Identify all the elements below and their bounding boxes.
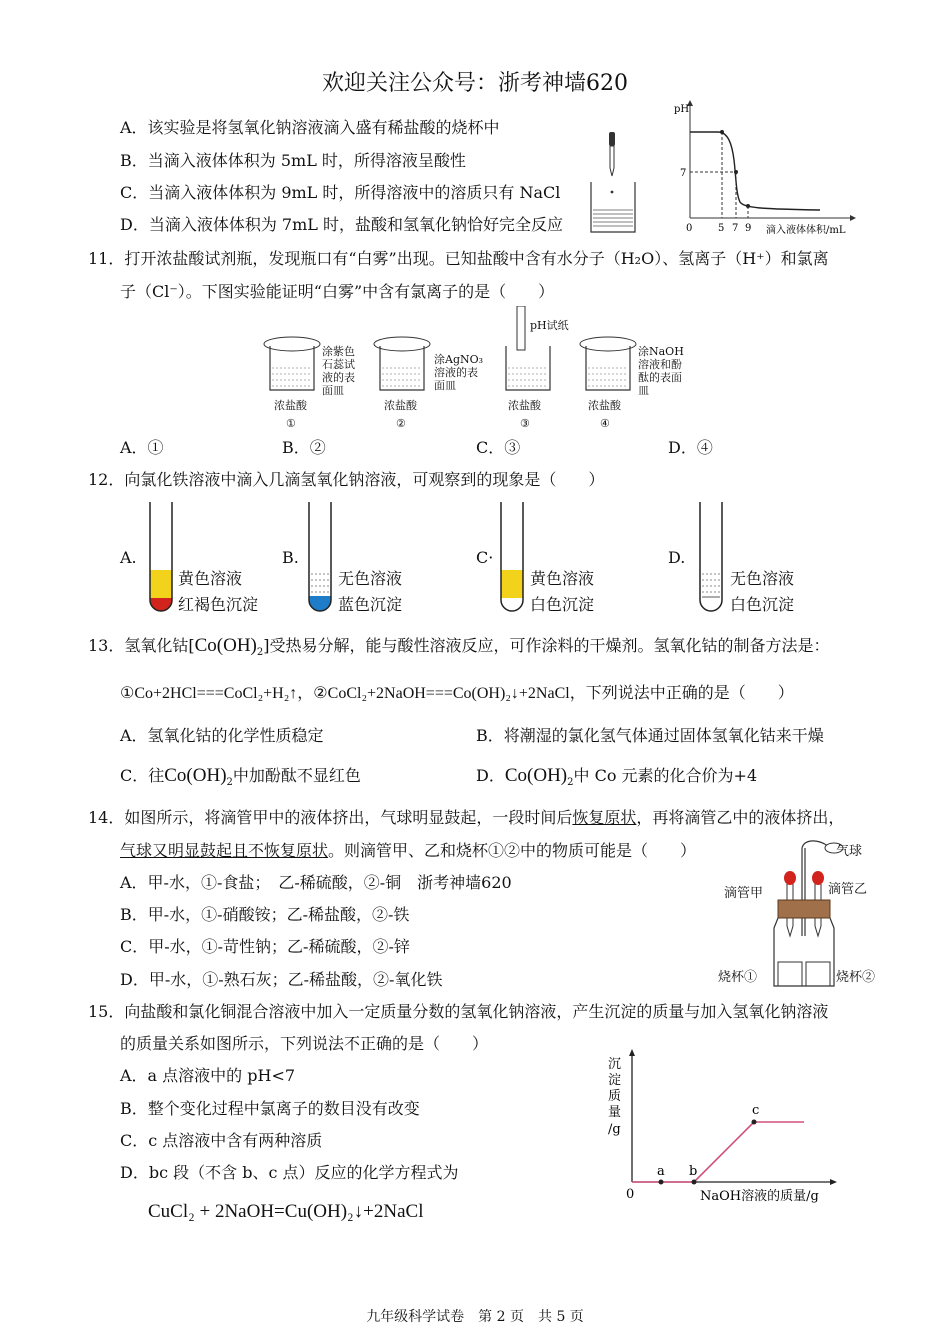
x-axis-label: NaOH溶液的质量/g [700,1189,819,1204]
q11-setup-1-label: 涂紫色 石蕊试 液的表 面皿 [322,345,355,397]
beaker-liquid [593,210,633,226]
dropper-tube [610,146,614,176]
x-axis-label: 滴入液体体积/mL [766,225,846,236]
point-a-label: a [657,1164,665,1179]
balloon-tube [802,841,828,848]
q11-setup-4-label: 涂NaOH 溶液和酚 酞的表面 皿 [638,345,684,397]
q14-label-balloon: 气球 [836,844,863,859]
q11-setup-4-liquid: 浓盐酸 [588,399,621,412]
q12-letter-c: C· [476,548,494,567]
q12-d-solution: 无色溶液 [730,569,795,588]
y-label-4: 量 [608,1105,622,1120]
q11-option-d: D．④ [668,438,713,457]
ph-paper [517,306,525,350]
point-7 [734,170,738,174]
q15-precipitate-chart [604,1048,844,1208]
q10-option-d: D．当滴入液体体积为 7mL 时，盐酸和氢氧化钠恰好完全反应 [120,215,563,234]
q14-stem-line2: 气球又明显鼓起且不恢复原状。则滴管甲、乙和烧杯①②中的物质可能是（ ） [120,841,697,860]
q12-c-solution: 黄色溶液 [530,569,595,588]
q11-stem-line2: 子（Cl⁻）。下图实验能证明“白雾”中含有氯离子的是（ ） [120,282,555,301]
q14-option-d: D．甲-水，①-熟石灰；乙-稀盐酸，②-氧化铁 [120,970,443,989]
point-b [692,1180,697,1185]
q11-setup-3-num: ③ [520,417,530,430]
x-tick-5: 5 [718,223,725,234]
q13-option-a: A．氢氧化钴的化学性质稳定 [120,726,324,745]
tube-precipitate [150,598,172,611]
point-9 [746,204,750,208]
page-footer: 九年级科学试卷 第 2 页 共 5 页 [366,1309,584,1325]
q11-setup-2-beaker [372,334,432,396]
q12-b-precipitate: 蓝色沉淀 [338,595,403,614]
q15-option-d: D．bc 段（不含 b、c 点）反应的化学方程式为 [120,1163,459,1182]
q12-a-solution: 黄色溶液 [178,569,243,588]
origin-label: 0 [626,1187,635,1202]
q12-letter-a: A. [120,548,137,567]
q10-option-a: A．该实验是将氢氧化钠溶液滴入盛有稀盐酸的烧杯中 [120,118,500,137]
q14-stem-line1: 14．如图所示，将滴管甲中的液体挤出，气球明显鼓起，一段时间后恢复原状，再将滴管乙中的液体挤出， [88,808,845,827]
q10-beaker-figure [585,130,645,240]
x-tick-7: 7 [732,223,739,234]
page-header: 欢迎关注公众号：浙考神墙620 [322,71,628,96]
q11-option-b: B．② [282,438,326,457]
y-axis-label: pH [674,104,690,115]
beaker-2 [806,962,830,986]
drop [611,191,614,194]
q11-setup-2-label: 涂AgNO₃ 溶液的表 面皿 [434,353,484,392]
q12-tube-c [498,500,528,612]
q11-setup-2-num: ② [396,417,406,430]
q12-letter-b: B. [282,548,299,567]
point-b-label: b [689,1164,698,1179]
q15-option-c: C．c 点溶液中含有两种溶质 [120,1131,323,1150]
ph-curve [690,132,820,210]
q11-setup-3-label: pH试纸 [530,319,569,332]
q11-setup-1-num: ① [286,417,296,430]
q10-ph-chart [670,98,870,240]
q11-option-a: A．① [120,438,164,457]
y-tick-7: 7 [680,168,687,179]
q12-a-precipitate: 红褐色沉淀 [178,595,259,614]
y-label-5: /g [608,1122,621,1137]
q11-setup-4-num: ④ [600,417,610,430]
q10-option-b: B．当滴入液体体积为 5mL 时，所得溶液呈酸性 [120,151,466,170]
x-axis-arrow [830,1179,837,1185]
x-axis-arrow [850,215,856,221]
y-label-3: 质 [608,1089,622,1104]
q15-equation: CuCl₂ + 2NaOH=Cu(OH)₂↓+2NaCl [148,1201,424,1222]
q11-option-c: C．③ [476,438,521,457]
q14-label-dropper-a: 滴管甲 [724,886,764,901]
q13-option-d: D．$Co(OH)_2$中 Co 元素的化合价为+4 [476,765,758,789]
q13-equations: ①Co+2HCl===CoCl₂+H₂↑，②CoCl₂+2NaOH===Co(OH)₂↓+2NaCl，下列说法中正确的是（ ） [120,685,794,702]
q12-b-solution: 无色溶液 [338,569,403,588]
q10-option-c: C．当滴入液体体积为 9mL 时，所得溶液中的溶质只有 NaCl [120,183,561,202]
q13-option-c: C．往$Co(OH)_2$中加酚酞不显红色 [120,765,361,789]
tube-solution [150,570,172,600]
y-label-2: 淀 [608,1073,622,1088]
y-axis-arrow [629,1049,635,1056]
beaker-outline [591,182,635,232]
q12-tube-d [697,500,727,612]
q12-stem: 12．向氯化铁溶液中滴入几滴氢氧化钠溶液，可观察到的现象是（ ） [88,470,605,489]
q15-option-b: B．整个变化过程中氯离子的数目没有改变 [120,1099,420,1118]
q14-option-c: C．甲-水，①-苛性钠；乙-稀硫酸，②-锌 [120,937,410,956]
q13-option-b: B．将潮湿的氯化氢气体通过固体氢氧化钴来干燥 [476,726,824,745]
q14-label-beaker-2: 烧杯② [836,970,876,985]
q15-stem-line2: 的质量关系如图所示，下列说法不正确的是（ ） [120,1034,489,1053]
q15-option-a: A．a 点溶液中的 pH<7 [120,1066,296,1085]
x-tick-9: 9 [745,223,752,234]
q12-d-precipitate: 白色沉淀 [730,595,795,614]
beaker-1 [778,962,802,986]
y-label-1: 沉 [608,1057,622,1072]
q11-setup-3-liquid: 浓盐酸 [508,399,541,412]
q12-letter-d: D. [668,548,686,567]
point-5 [720,130,724,134]
segment-bc [694,1122,754,1182]
watch-glass [264,337,320,351]
q12-tube-b [306,500,336,612]
dropper-bulb [609,132,615,146]
q14-label-dropper-b: 滴管乙 [828,882,868,897]
q15-stem-line1: 15．向盐酸和氯化铜混合溶液中加入一定质量分数的氢氧化钠溶液，产生沉淀的质量与加入氢氧化钠溶液 [88,1002,829,1021]
q11-setup-1-liquid: 浓盐酸 [274,399,307,412]
stopper [778,900,830,918]
q11-setup-1-beaker [262,334,322,396]
q11-stem-line1: 11．打开浓盐酸试剂瓶，发现瓶口有“白雾”出现。已知盐酸中含有水分子（H₂O）、氢离子（H⁺）和氯离 [88,249,829,268]
q13-stem: 13．氢氧化钴$[Co(OH)_2]$受热易分解，能与酸性溶液反应，可作涂料的干燥剂。氢氧化钴的制备方法是： [88,635,830,659]
tube-precipitate [501,598,523,611]
q14-option-a: A．甲-水，①-食盐； 乙-稀硫酸，②-铜 浙考神墙620 [120,873,512,892]
dropper-a-bulb [784,871,796,885]
point-c-label: c [752,1103,760,1118]
q14-label-beaker-1: 烧杯① [718,970,758,985]
q12-tube-a [147,500,177,612]
x-tick-0: 0 [686,223,693,234]
flask [774,918,834,986]
dropper-b-bulb [812,871,824,885]
q12-c-precipitate: 白色沉淀 [530,595,595,614]
point-c [752,1120,757,1125]
q11-setup-4-beaker [578,334,638,396]
point-a [659,1180,664,1185]
q14-option-b: B．甲-水，①-硝酸铵；乙-稀盐酸，②-铁 [120,905,410,924]
q11-setup-2-liquid: 浓盐酸 [384,399,417,412]
